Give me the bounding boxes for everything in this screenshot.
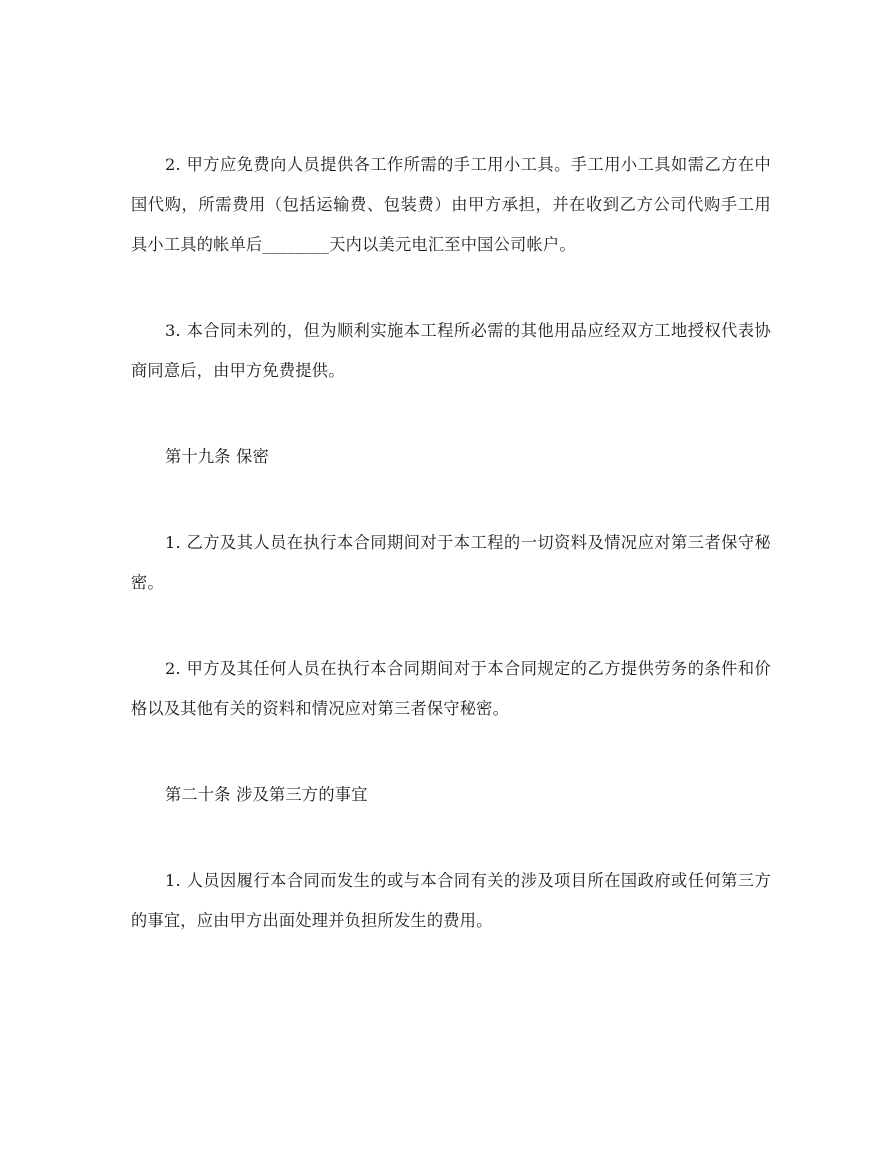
paragraph-gap	[131, 391, 771, 437]
paragraph-gap	[131, 603, 771, 649]
clause-18-item-2: 2. 甲方应免费向人员提供各工作所需的手工用小工具。手工用小工具如需乙方在中国代购，所需费用（包括运输费、包装费）由甲方承担，并在收到乙方公司代购手工用具小工具的帐单后________天内以美元电汇至中国公司帐户。	[131, 155, 771, 254]
paragraph-gap	[131, 815, 771, 861]
document-body	[131, 145, 771, 941]
article-20-heading: 第二十条 涉及第三方的事宜	[165, 785, 368, 804]
clause-19-item-1: 1. 乙方及其人员在执行本合同期间对于本工程的一切资料及情况应对第三者保守秘密。	[131, 533, 771, 592]
paragraph-gap	[131, 265, 771, 311]
clause-20-item-1: 1. 人员因履行本合同而发生的或与本合同有关的涉及项目所在国政府或任何第三方的事宜，应由甲方出面处理并负担所发生的费用。	[131, 871, 771, 930]
clause-19-item-2: 2. 甲方及其任何人员在执行本合同期间对于本合同规定的乙方提供劳务的条件和价格以及其他有关的资料和情况应对第三者保守秘密。	[131, 659, 771, 718]
paragraph-gap	[131, 477, 771, 523]
article-19-heading: 第十九条 保密	[165, 447, 270, 466]
clause-18-item-3: 3. 本合同未列的，但为顺利实施本工程所必需的其他用品应经双方工地授权代表协商同意后，由甲方免费提供。	[131, 321, 771, 380]
paragraph-gap	[131, 729, 771, 775]
